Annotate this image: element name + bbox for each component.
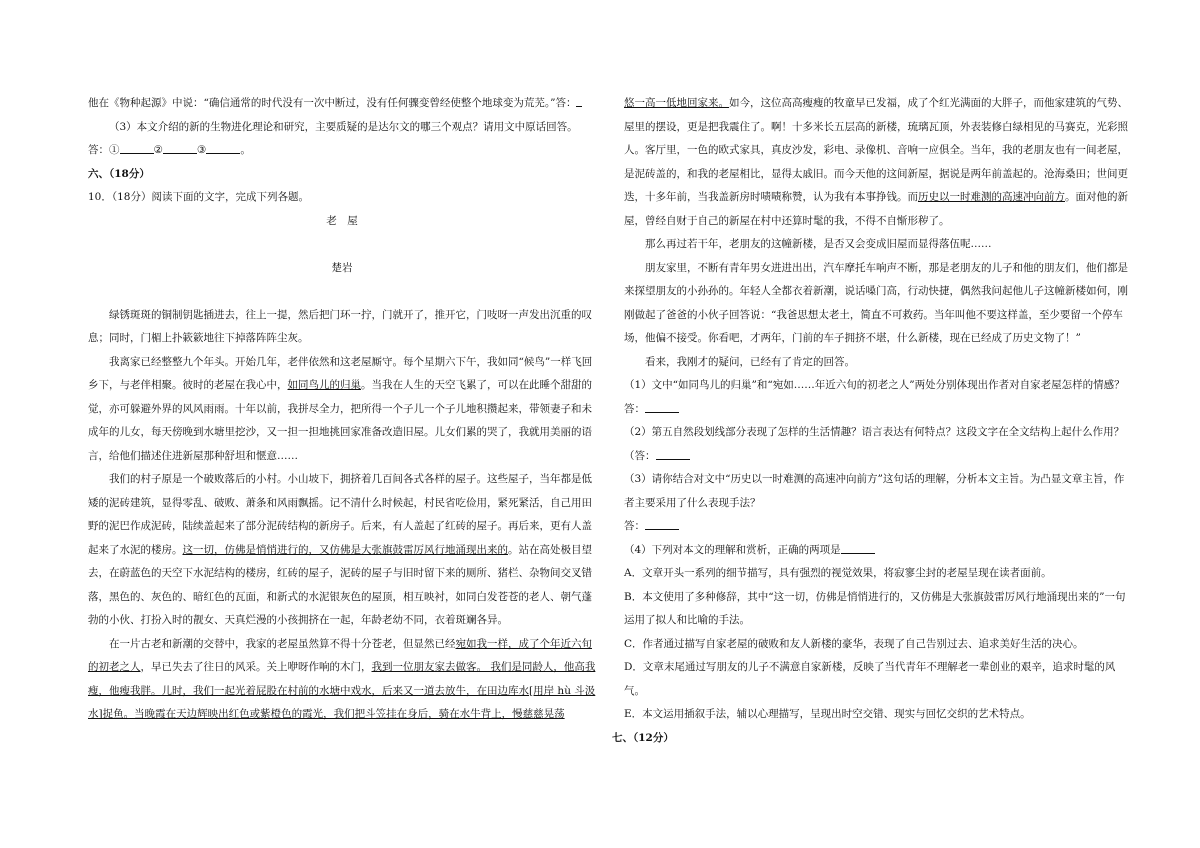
- underlined-text: 历史以一时难测的高速冲向前方: [918, 191, 1065, 203]
- article-author: 楚岩: [331, 261, 353, 274]
- answer-label: 答：: [624, 520, 645, 532]
- underlined-text: 这一切，仿佛是悄悄进行的，又仿佛是大张旗鼓雷厉风行地涌现出来的: [182, 543, 508, 556]
- paragraph: 那么再过若干年，老朋友的这幢新楼，是否又会变成旧屋而显得落伍呢……: [645, 238, 992, 250]
- text: 。当我在人生的天空飞累了，可以在此睡个甜甜的觉，亦可躲避外界的风风雨雨。十年以前，我拼尽全力，把所得一个子儿一个子儿地积攒起来，带领妻子和未成年的儿女，每天傍晚到水塘里挖沙，又一担一担地挑回家准备改造旧屋。儿女们累的哭了，我就用美丽的语言，给他们描述住进新屋那种舒坦和惬意……: [88, 379, 592, 462]
- answer-blank[interactable]: [645, 517, 679, 530]
- paragraph: [624, 92, 1132, 233]
- section-6: 六、（18分）: [88, 167, 150, 180]
- paragraph: [88, 633, 596, 727]
- answer-label: 答：: [88, 144, 109, 156]
- article-title: 老 屋: [326, 214, 358, 227]
- answer-line: [624, 398, 1132, 422]
- option-c: C．作者通过描写自家老屋的破败和友人新楼的豪华，表现了自己告别过去、追求美好生活的决心。: [624, 637, 1084, 650]
- option-a: A．文章开头一系列的细节描写，具有强烈的视觉效果，将寂寥尘封的老屋呈现在读者面前。: [624, 567, 1052, 579]
- question-1: （1）文中“如同鸟儿的归巢”和“宛如……年近六旬的初老之人”两处分别体现出作者对自家老屋怎样的情感？: [624, 379, 1125, 391]
- text: 我们的村子原是一个破败落后的小村。小山坡下，拥挤着几百间各式各样的屋子。这些屋子，当年都是低矮的泥砖建筑，显得零乱、破败、萧条和风雨飘摇。记不清什么时候起，村民省吃俭用，紧死紧活，自己用田野的泥巴作成泥砖，陆续盖起来了部分泥砖结构的新房子。后来，有人盖起了红砖的屋子。再后来，更有人盖起来了水泥的楼房。: [88, 473, 592, 556]
- answer-blank[interactable]: [120, 141, 154, 154]
- answer-blank[interactable]: [645, 400, 679, 413]
- paragraph: [88, 92, 596, 116]
- paragraph: 看来，我刚才的疑问，已经有了肯定的回答。: [645, 355, 855, 368]
- text: ，早已失去了往日的风采。关上咿呀作响的木门，: [140, 661, 372, 673]
- underlined-text: 宛如我一样，成了个年近六旬的初老之人: [88, 637, 592, 673]
- text: 他在《物种起源》中说：“确信通常的时代没有一次中断过，没有任何骤变曾经使整个地球变为荒芜。”答：: [88, 97, 577, 109]
- answer-blank[interactable]: [841, 541, 875, 554]
- num: ②: [153, 144, 163, 156]
- text: 。面对他的新屋，曾经自财于自己的新屋在村中还算时髦的我，不得不自惭形秽了。: [624, 191, 1128, 227]
- answer-blank[interactable]: [656, 447, 690, 460]
- question-3: （3）本文介绍的新的生物进化理论和研究，主要质疑的是达尔文的哪三个观点？请用文中原话回答。: [109, 120, 578, 133]
- answer-blank[interactable]: [206, 141, 240, 154]
- answer-label: （答：: [624, 449, 656, 462]
- left-column: [88, 92, 596, 727]
- option-d: D．文章末尾通过写朋友的儿子不满意自家新楼，反映了当代青年不理解老一辈创业的艰辛，追求时髦的风气。: [624, 661, 1116, 697]
- question-2: （2）第五自然段划线部分表现了怎样的生活情趣？语言表达有何特点？这段文字在全文结构上起什么作用？: [624, 426, 1125, 438]
- option-e: E．本文运用插叙手法，辅以心理描写，呈现出时空交错、现实与回忆交织的艺术特点。: [624, 708, 1031, 720]
- option-b: B．本文使用了多种修辞，其中“这一切，仿佛是悄悄进行的，又仿佛是大张旗鼓雷厉风行地涌现出来的”一句运用了拟人和比喻的手法。: [624, 590, 1126, 626]
- question-4: [624, 539, 1132, 563]
- text: 。站在高处极目望去，在蔚蓝色的天空下水泥结构的楼房，红砖的屋子，泥砖的屋子与旧时留下来的厕所、猪栏、杂物间交叉错落，黑色的、灰色的、暗红色的瓦面，和新式的水泥银灰色的屋顶，相互映衬，如同白发苍苍的老人、朝气蓬勃的小伙、打扮入时的靓女、天真烂漫的小孩拥挤在一起，年龄老幼不同，衣着斑斓各异。: [88, 543, 592, 626]
- paragraph: 绿锈斑斑的铜制钥匙插进去，往上一提，然后把门环一拧，门就开了，推开它，门吱呀一声发出沉重的叹息；同时，门楣上扑簌簌地往下掉落阵阵尘灰。: [88, 308, 592, 344]
- text: 如今，这位高高瘦瘦的牧童早已发福，成了个红光满面的大胖子，而他家建筑的气势、屋里的摆设，更是把我震住了。啊！十多米长五层高的新楼，琉璃瓦顶，外表装修白绿相见的马赛克，光彩照人。客厅里，一色的欧式家具，真皮沙发，彩电、录像机、音响一应俱全。当年，我的老朋友也有一间老屋，是泥砖盖的，和我的老屋相比，显得太戚旧。而今天他的这间新屋，据说是两年前盖起的。沧海桑田；世间更迭，十多年前，当我盖新房时啧啧称赞，认为我有本事挣钱。而: [624, 97, 1128, 203]
- right-column: [612, 92, 1132, 750]
- underlined-text: 悠一高一低地回家来。: [624, 97, 729, 109]
- underlined-text: 我到一位朋友家去做客。 我们是同龄人，他高我瘦，他瘦我胖。儿时，我们一起光着屁股在村前的水塘中戏水，后来又一道去放牛，在田边库水[用岸 hù 斗汲水]捉鱼。当晚霞在天边辉映出红色或紫橙色的霞光，我们把斗笠挂在身后，骑在水牛背上，慢慈慈晃荡: [88, 661, 596, 720]
- question-3: （3）请你结合对文中“历史以一时难测的高速冲向前方”这句话的理解，分析本文主旨。为凸显文章主旨，作者主要采用了什么表现手法？: [624, 473, 1125, 509]
- paragraph: [88, 351, 596, 469]
- num: ①: [109, 144, 120, 156]
- answer-label: 答：: [624, 402, 645, 415]
- answer-blank[interactable]: [163, 141, 197, 154]
- paragraph: [88, 468, 596, 633]
- text: （4）下列对本文的理解和赏析，正确的两项是: [624, 543, 841, 556]
- paragraph: 朋友家里，不断有青年男女进进出出，汽车摩托车响声不断，那是老朋友的儿子和他的朋友们，他们都是来探望朋友的小孙孙的。年轻人全都衣着新潮，说话嗓门高，行动快捷，偶然我问起他儿子这幢新楼如何，刚刚做起了爸爸的小伙子回答说：“我爸思想太老土，简直不可救药。当年叫他不要这样盖，至少要留一个停车场，他偏不接受。你看吧，才两年，门前的车子拥挤不堪，什么新楼，现在已经成了历史文物了！”: [624, 261, 1128, 344]
- punct: 。: [240, 144, 251, 156]
- underlined-text: 如同鸟儿的归巢: [287, 379, 361, 391]
- text: 我离家已经整整九个年头。开始几年，老伴依然和这老屋厮守。每个星期六下午，我如同“候鸟”一样飞回乡下，与老伴相聚。彼时的老屋在我心中，: [88, 355, 593, 391]
- answer-line: [88, 139, 596, 163]
- question-10: 10．（18分）阅读下面的文字，完成下列各题。: [88, 191, 309, 203]
- text: 在一片古老和新潮的交替中，我家的老屋虽然算不得十分苍老，但显然已经: [109, 637, 456, 650]
- num: ③: [196, 144, 207, 156]
- answer-blank[interactable]: [576, 94, 582, 107]
- answer-line: [624, 445, 1132, 469]
- answer-line: [624, 515, 1132, 539]
- section-7: 七、（12分）: [612, 731, 674, 744]
